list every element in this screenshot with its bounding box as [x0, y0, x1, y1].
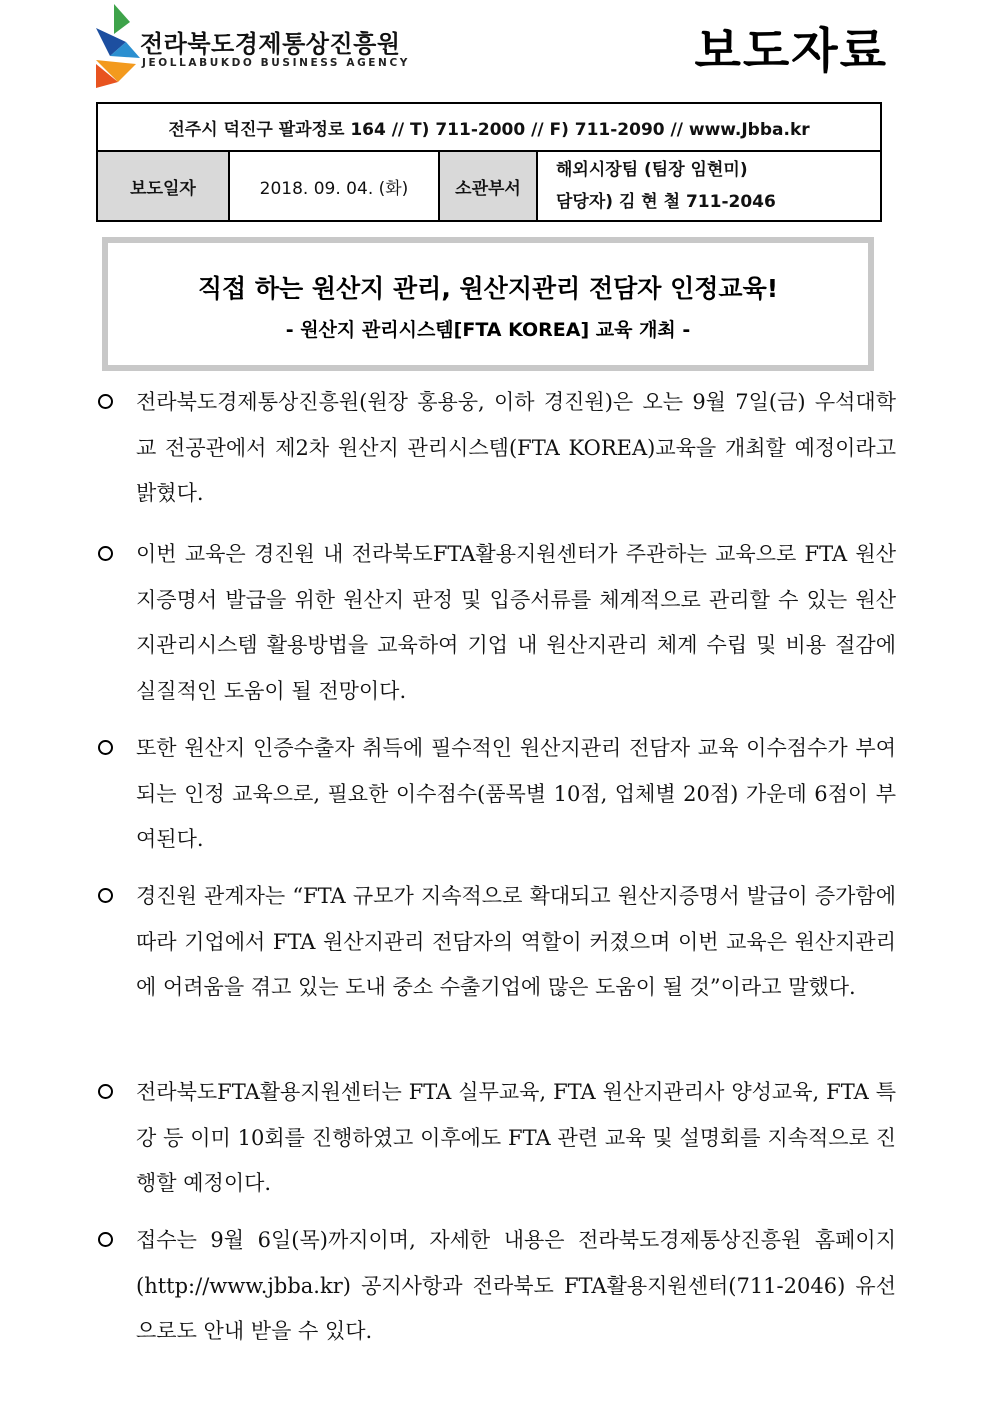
- paragraph-text: 또한 원산지 인증수출자 취득에 필수적인 원산지관리 전담자 교육 이수점수가 부여되는 인정 교육으로, 필요한 이수점수(품목별 10점, 업체별 20점) 가운데 6점이 부여된다.: [136, 736, 896, 851]
- circle-bullet-icon: [98, 1084, 113, 1099]
- paragraph-text: 경진원 관계자는 “FTA 규모가 지속적으로 확대되고 원산지증명서 발급이 증가함에 따라 기업에서 FTA 원산지관리 전담자의 역할이 커졌으며 이번 교육은 원산지관리에 어려움을 겪고 있는 도내 중소 수출기업에 많은 도움이 될 것”이라고 말했다.: [136, 884, 896, 999]
- department-label: 소관부서: [439, 151, 537, 221]
- press-info-table: [96, 102, 882, 222]
- circle-bullet-icon: [98, 888, 113, 903]
- release-date-label: 보도일자: [97, 151, 229, 221]
- circle-bullet-icon: [98, 394, 113, 409]
- department-team: 해외시장팀 (팀장 임현미): [556, 160, 748, 180]
- paragraph-text: 전라북도경제통상진흥원(원장 홍용웅, 이하 경진원)은 오는 9월 7일(금) 우석대학교 전공관에서 제2차 원산지 관리시스템(FTA KOREA)교육을 개최할 예정이라고 밝혔다.: [136, 390, 896, 505]
- release-date-value: 2018. 09. 04. (화): [229, 151, 439, 221]
- org-name-english: JEOLLABUKDO BUSINESS AGENCY: [142, 57, 410, 69]
- document-type-heading: 보도자료: [694, 23, 888, 79]
- circle-bullet-icon: [98, 1232, 113, 1247]
- org-name: 전라북도경제통상진흥원: [140, 30, 401, 58]
- department-person: 담당자) 김 현 철 711-2046: [556, 192, 776, 212]
- headline-subtitle: - 원산지 관리시스템[FTA KOREA] 교육 개최 -: [285, 319, 691, 341]
- circle-bullet-icon: [98, 740, 113, 755]
- headline-box: [102, 237, 874, 371]
- org-emblem-icon: [96, 4, 140, 88]
- headline-title: 직접 하는 원산지 관리, 원산지관리 전담자 인정교육!: [197, 274, 779, 303]
- org-logo: [96, 4, 410, 88]
- circle-bullet-icon: [98, 546, 113, 561]
- paragraph-text: 이번 교육은 경진원 내 전라북도FTA활용지원센터가 주관하는 교육으로 FTA 원산지증명서 발급을 위한 원산지 판정 및 입증서류를 체계적으로 관리할 수 있는 원산지관리시스템 활용방법을 교육하여 기업 내 원산지관리 체계 수립 및 비용 절감에 실질적인 도움이 될 전망이다.: [136, 542, 896, 703]
- department-contact: [537, 151, 881, 221]
- address-row: [97, 103, 881, 151]
- meta-row: [97, 151, 881, 221]
- address-cell: 전주시 덕진구 팔과정로 164 // T) 711-2000 // F) 711-2090 // www.Jbba.kr: [97, 103, 881, 151]
- paragraph-text: 접수는 9월 6일(목)까지이며, 자세한 내용은 전라북도경제통상진흥원 홈페이지(http://www.jbba.kr) 공지사항과 전라북도 FTA활용지원센터(711-2046) 유선으로도 안내 받을 수 있다.: [136, 1228, 896, 1343]
- paragraph-text: 전라북도FTA활용지원센터는 FTA 실무교육, FTA 원산지관리사 양성교육, FTA 특강 등 이미 10회를 진행하였고 이후에도 FTA 관련 교육 및 설명회를 지속적으로 진행할 예정이다.: [136, 1080, 896, 1195]
